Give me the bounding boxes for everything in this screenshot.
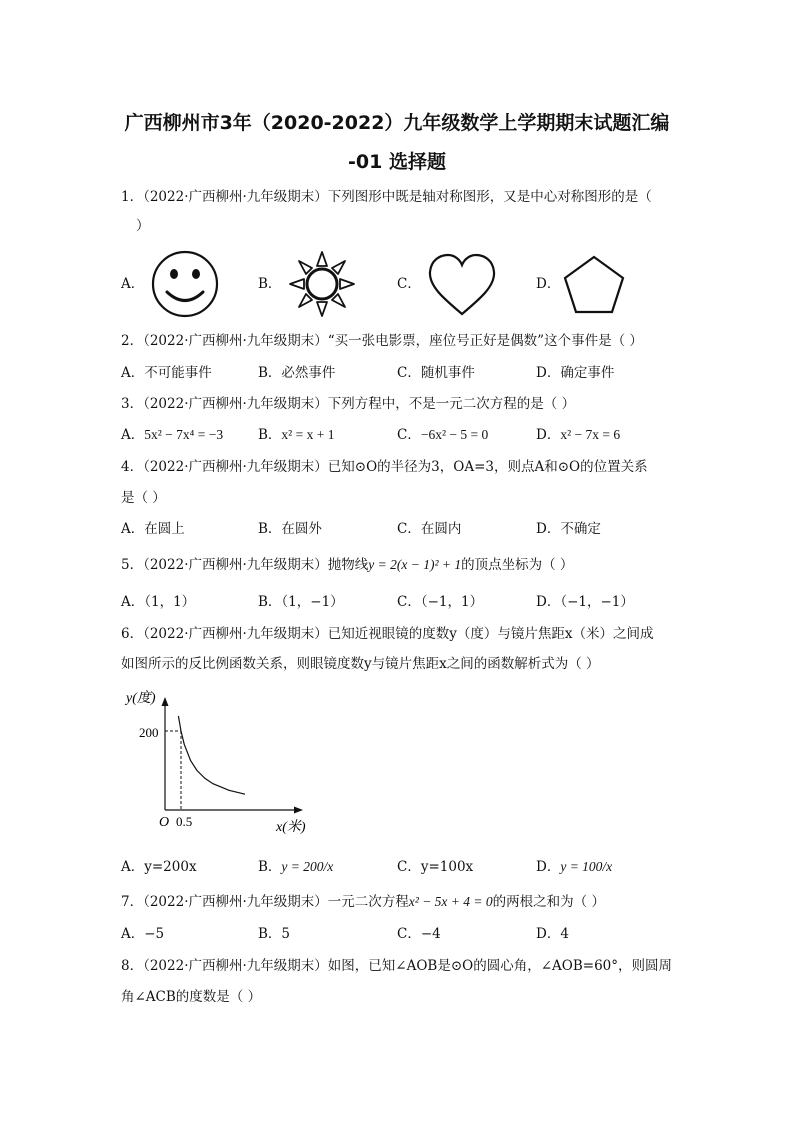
question-7-prefix: 7．（2022·广西柳州·九年级期末） (121, 894, 328, 910)
question-6-option-c-label: C．y=100x (397, 859, 474, 875)
question-3 (121, 395, 575, 413)
question-2-option-b: B．必然事件 (258, 365, 336, 381)
graph-y-tick-label: 200 (139, 725, 159, 740)
question-5-option-b: B．（1，−1） (258, 594, 344, 610)
graph-origin-label: O (159, 815, 170, 830)
document-title-line2: -01 选择题 (348, 151, 446, 173)
question-3-option-a-math: 5x² − 7x⁴ = −3 (144, 427, 224, 442)
question-6 (121, 625, 654, 643)
question-3-prefix: 3．（2022·广西柳州·九年级期末） (121, 396, 328, 412)
question-4-stem-cont: 是（ ） (121, 490, 166, 506)
question-3-option-c-label: C． (397, 427, 421, 443)
question-6-option-b-math: y = 200/x (281, 859, 334, 874)
question-3-option-d (536, 426, 620, 444)
question-4-option-c: C．在圆内 (397, 521, 462, 537)
question-8-stem: 如图，已知∠AOB是⊙O的圆心角，∠AOB=60°，则圆周 (327, 958, 672, 974)
question-3-option-a-label: A． (121, 427, 145, 443)
question-5-stem-a: 抛物线 (327, 557, 369, 573)
question-5-option-c: C．（−1，1） (397, 594, 484, 610)
question-5-option-d: D．（−1，−1） (536, 594, 634, 610)
question-8-stem-cont: 角∠ACB的度数是（ ） (121, 989, 262, 1005)
question-6-option-c (397, 858, 473, 876)
question-4 (121, 458, 648, 476)
question-7-option-a: A．−5 (121, 926, 165, 942)
inverse-proportion-graph (121, 683, 331, 838)
question-4-stem: 已知⊙O的半径为3，OA=3，则点A和⊙O的位置关系 (327, 459, 648, 475)
question-6-option-b-label: B． (258, 859, 282, 875)
question-3-option-d-math: x² − 7x = 6 (560, 427, 621, 442)
question-8 (121, 957, 672, 975)
question-7-stem-a: 一元二次方程 (327, 894, 409, 910)
question-5-math: y = 2(x − 1)² + 1 (368, 557, 462, 572)
sun-icon (287, 249, 357, 319)
question-1-option-a-label: A． (121, 276, 145, 292)
question-4-option-b: B．在圆外 (258, 521, 322, 537)
question-1-option-b-label: B． (258, 276, 282, 292)
smiley-face-icon (150, 249, 220, 319)
question-2-option-d: D．确定事件 (536, 365, 615, 381)
graph-curve (178, 716, 245, 794)
question-2-stem: “买一张电影票，座位号正好是偶数”这个事件是（ ） (327, 333, 643, 349)
question-2-option-c: C．随机事件 (397, 365, 475, 381)
question-6-option-d (536, 858, 612, 876)
question-8-prefix: 8．（2022·广西柳州·九年级期末） (121, 958, 328, 974)
question-7-stem-b: 的两根之和为（ ） (492, 894, 605, 910)
question-1 (121, 188, 652, 206)
question-7-math: x² − 5x + 4 = 0 (408, 894, 493, 909)
question-1-stem: 下列图形中既是轴对称图形，又是中心对称图形的是（ (327, 189, 652, 205)
question-6-option-a (121, 858, 197, 876)
question-7 (121, 893, 605, 911)
question-2-option-a: A．不可能事件 (121, 365, 212, 381)
question-6-option-b (258, 858, 333, 876)
question-3-stem: 下列方程中，不是一元二次方程的是（ ） (327, 396, 576, 412)
question-2-prefix: 2．（2022·广西柳州·九年级期末） (121, 333, 328, 349)
question-7-option-b: B．5 (258, 926, 291, 942)
graph-x-tick-label: 0.5 (176, 814, 193, 829)
graph-y-arrow (162, 697, 169, 706)
document-title-line1: 广西柳州市3年（2020-2022）九年级数学上学期期末试题汇编 (124, 112, 670, 134)
graph-x-arrow (294, 807, 303, 814)
question-1-option-d-label: D． (536, 276, 561, 292)
question-6-stem-cont: 如图所示的反比例函数关系，则眼镜度数y与镜片焦距x之间的函数解析式为（ ） (121, 656, 600, 672)
question-7-option-d: D．4 (536, 926, 569, 942)
question-1-option-c-label: C． (397, 276, 421, 292)
question-3-option-d-label: D． (536, 427, 561, 443)
question-6-option-a-label: A．y=200x (121, 859, 197, 875)
question-3-option-b-label: B． (258, 427, 282, 443)
question-3-option-c-math: −6x² − 5 = 0 (420, 427, 489, 442)
question-3-option-a (121, 426, 223, 444)
question-5 (121, 556, 573, 574)
question-3-option-c (397, 426, 488, 444)
heart-icon (427, 252, 497, 318)
question-7-option-c: C．−4 (397, 926, 441, 942)
question-1-stem-cont: ） (136, 218, 150, 234)
question-6-option-d-label: D． (536, 859, 561, 875)
graph-y-label: y(度) (126, 691, 156, 706)
question-6-prefix: 6．（2022·广西柳州·九年级期末） (121, 626, 328, 642)
question-3-option-b (258, 426, 334, 444)
question-4-prefix: 4．（2022·广西柳州·九年级期末） (121, 459, 328, 475)
question-4-option-a: A．在圆上 (121, 521, 185, 537)
question-6-option-d-math: y = 100/x (560, 859, 613, 874)
question-3-option-b-math: x² = x + 1 (281, 427, 335, 442)
question-5-stem-b: 的顶点坐标为（ ） (461, 557, 574, 573)
question-5-prefix: 5．（2022·广西柳州·九年级期末） (121, 557, 328, 573)
question-6-stem: 已知近视眼镜的度数y（度）与镜片焦距x（米）之间成 (327, 626, 654, 642)
graph-x-label: x(米) (276, 820, 306, 835)
question-4-option-d: D．不确定 (536, 521, 601, 537)
question-1-prefix: 1．（2022·广西柳州·九年级期末） (121, 189, 328, 205)
pentagon-icon (561, 254, 627, 316)
question-2 (121, 332, 643, 350)
question-5-option-a: A．（1，1） (121, 594, 196, 610)
